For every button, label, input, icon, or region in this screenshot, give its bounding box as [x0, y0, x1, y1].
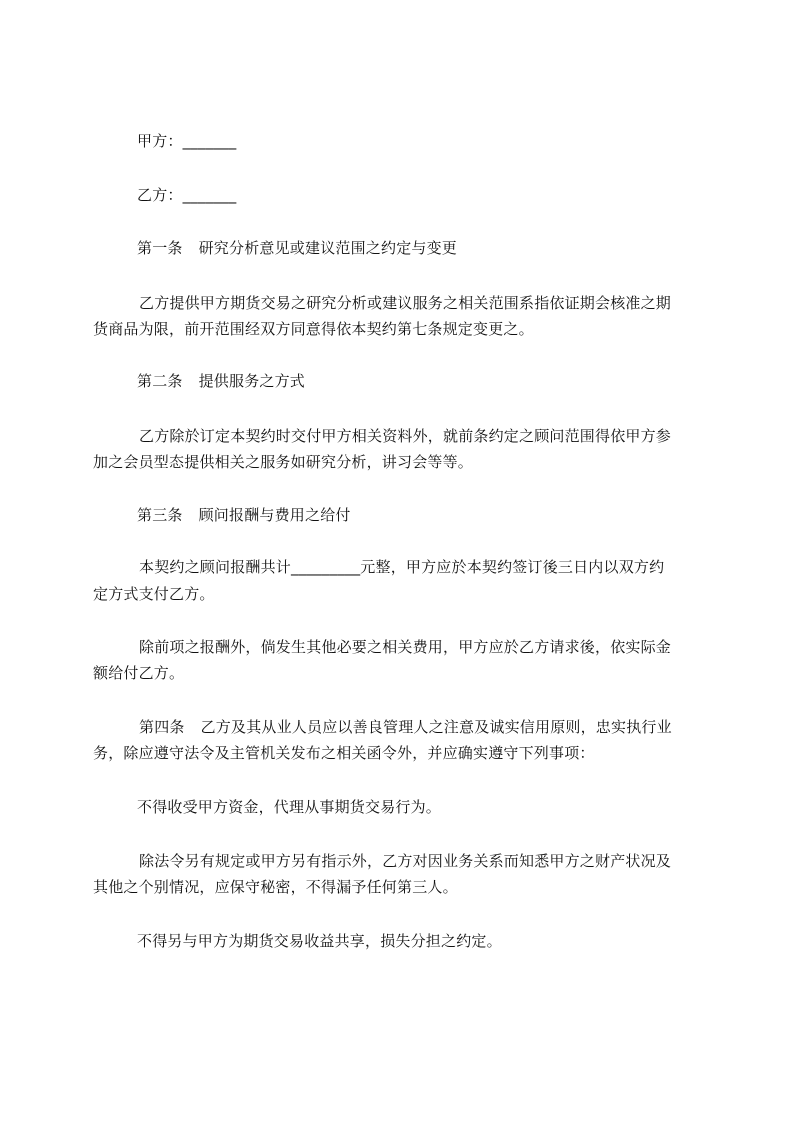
article-2-number: 第二条: [137, 372, 183, 390]
article-2-heading: [0, 368, 793, 394]
article-4-text-line-1: 乙方及其从业人员应以善良管理人之注意及诚实信用原则，忠实执行业: [200, 718, 672, 736]
article-1-text-line-2: 货商品为限，前开范围经双方同意得依本契约第七条规定变更之。: [93, 320, 534, 338]
party-b-line: 乙方：_______: [137, 186, 237, 204]
article-4-number: 第四条: [139, 718, 185, 736]
article-2-text-line-1: 乙方除於订定本契约时交付甲方相关资料外，就前条约定之顾问范围得依甲方参: [139, 427, 672, 445]
article-3-para-2-line-2: 额给付乙方。: [93, 664, 185, 682]
article-3-number: 第三条: [137, 506, 183, 524]
article-3-para-1-line-2: 定方式支付乙方。: [93, 585, 215, 603]
item-2-line-2: 其他之个别情况，应保守秘密，不得漏予任何第三人。: [93, 878, 458, 896]
article-3-title: 顾问报酬与费用之给付: [198, 506, 351, 524]
article-3-para-2-line-1: 除前项之报酬外，倘发生其他必要之相关费用，甲方应於乙方请求後，依实际金: [139, 638, 672, 656]
item-3: 不得另与甲方为期货交易收益共享，损失分担之约定。: [137, 932, 502, 950]
article-1-text-line-1: 乙方提供甲方期货交易之研究分析或建议服务之相关范围系指依证期会核准之期: [139, 294, 672, 312]
article-2-text-line-2: 加之会员型态提供相关之服务如研究分析，讲习会等等。: [93, 453, 474, 471]
article-4-line-1: [0, 714, 793, 740]
item-1: 不得收受甲方资金，代理从事期货交易行为。: [137, 798, 442, 816]
article-1-title: 研究分析意见或建议范围之约定与变更: [198, 239, 458, 257]
article-3-heading: [0, 502, 793, 528]
article-2-title: 提供服务之方式: [198, 372, 306, 390]
party-a-line: 甲方：_______: [137, 132, 237, 150]
article-1-number: 第一条: [137, 239, 183, 257]
item-2-line-1: 除法令另有规定或甲方另有指示外，乙方对因业务关系而知悉甲方之财产状况及: [139, 852, 672, 870]
article-1-heading: [0, 235, 793, 261]
article-4-text-line-2: 务，除应遵守法令及主管机关发布之相关函令外，并应确实遵守下列事项：: [93, 744, 595, 762]
article-3-para-1-line-1: 本契约之顾问报酬共计_________元整，甲方应於本契约签订後三日内以双方约: [139, 558, 665, 576]
